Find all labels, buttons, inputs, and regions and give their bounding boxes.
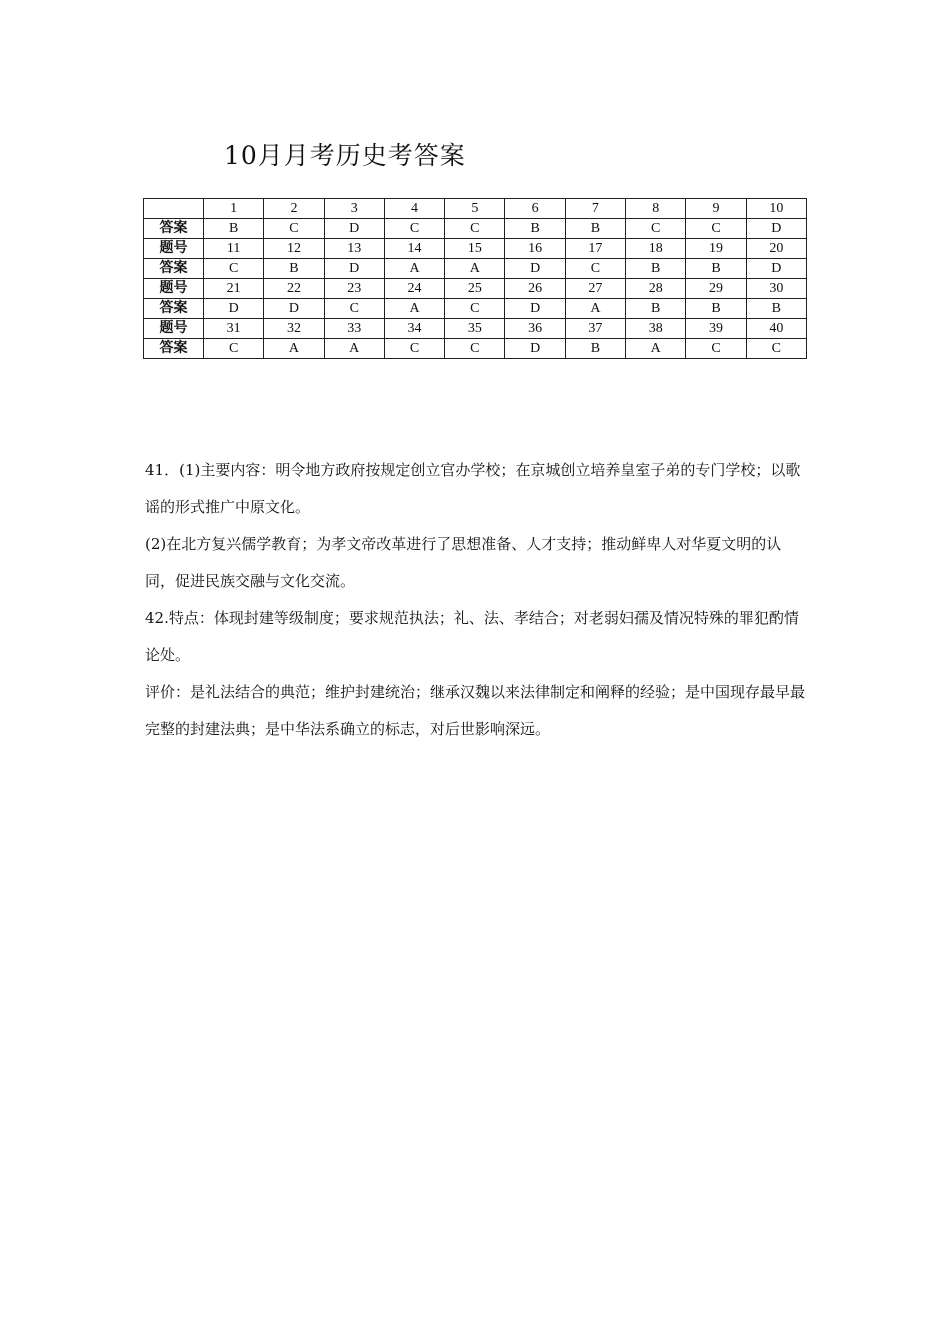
- table-cell: A: [445, 259, 505, 279]
- table-cell: D: [204, 299, 264, 319]
- table-cell: 40: [746, 319, 806, 339]
- question-number-cell: 9: [686, 199, 746, 219]
- table-cell: 34: [384, 319, 444, 339]
- table-cell: 30: [746, 279, 806, 299]
- table-row: [144, 239, 807, 259]
- table-cell: C: [264, 219, 324, 239]
- table-cell: A: [324, 339, 384, 359]
- table-cell: 22: [264, 279, 324, 299]
- row-label-cell: 题号: [144, 319, 204, 339]
- table-cell: A: [384, 299, 444, 319]
- table-cell: 14: [384, 239, 444, 259]
- table-cell: 26: [505, 279, 565, 299]
- table-cell: 36: [505, 319, 565, 339]
- question-number-cell: 4: [384, 199, 444, 219]
- table-cell: B: [565, 219, 625, 239]
- row-label-cell: 答案: [144, 259, 204, 279]
- question-number-cell: 3: [324, 199, 384, 219]
- question-number-cell: 10: [746, 199, 806, 219]
- table-row: [144, 339, 807, 359]
- table-cell: 27: [565, 279, 625, 299]
- table-cell: C: [746, 339, 806, 359]
- row-label-cell: 答案: [144, 219, 204, 239]
- table-cell: C: [384, 219, 444, 239]
- table-cell: B: [626, 299, 686, 319]
- table-cell: 11: [204, 239, 264, 259]
- table-row: [144, 219, 807, 239]
- table-cell: 16: [505, 239, 565, 259]
- table-cell: D: [746, 219, 806, 239]
- table-cell: 21: [204, 279, 264, 299]
- table-cell: C: [204, 339, 264, 359]
- table-cell: 18: [626, 239, 686, 259]
- table-cell: C: [445, 219, 505, 239]
- answer-explanations: [145, 452, 810, 748]
- answer-42-features: 42.特点：体现封建等级制度；要求规范执法；礼、法、孝结合；对老弱妇孺及情况特殊的罪犯酌情论处。: [145, 609, 799, 664]
- table-cell: 37: [565, 319, 625, 339]
- table-row: [144, 319, 807, 339]
- row-label-cell: 答案: [144, 339, 204, 359]
- table-cell: C: [565, 259, 625, 279]
- row-label-cell: 答案: [144, 299, 204, 319]
- question-number-cell: 1: [204, 199, 264, 219]
- table-cell: 35: [445, 319, 505, 339]
- answer-41-part1: 41．(1)主要内容：明令地方政府按规定创立官办学校；在京城创立培养皇室子弟的专门学校；以歌谣的形式推广中原文化。: [145, 461, 801, 516]
- table-cell: C: [686, 219, 746, 239]
- answer-42-evaluation: 评价：是礼法结合的典范；维护封建统治；继承汉魏以来法律制定和阐释的经验；是中国现存最早最完整的封建法典；是中华法系确立的标志，对后世影响深远。: [145, 683, 806, 738]
- table-cell: C: [445, 339, 505, 359]
- table-cell: B: [686, 259, 746, 279]
- table-cell: 12: [264, 239, 324, 259]
- table-cell: A: [384, 259, 444, 279]
- table-cell: C: [445, 299, 505, 319]
- table-cell: 24: [384, 279, 444, 299]
- table-corner-cell: [144, 199, 204, 219]
- question-number-cell: 8: [626, 199, 686, 219]
- row-label-cell: 题号: [144, 279, 204, 299]
- question-number-cell: 6: [505, 199, 565, 219]
- table-cell: 25: [445, 279, 505, 299]
- page-title: 10月月考历史考答案: [224, 141, 466, 170]
- table-cell: B: [204, 219, 264, 239]
- table-cell: 29: [686, 279, 746, 299]
- table-header-row: [144, 199, 807, 219]
- table-cell: B: [505, 219, 565, 239]
- table-cell: D: [505, 259, 565, 279]
- table-cell: B: [686, 299, 746, 319]
- question-number-cell: 7: [565, 199, 625, 219]
- table-cell: 33: [324, 319, 384, 339]
- table-cell: A: [264, 339, 324, 359]
- question-number-cell: 2: [264, 199, 324, 219]
- question-number-cell: 5: [445, 199, 505, 219]
- table-cell: 15: [445, 239, 505, 259]
- table-cell: C: [204, 259, 264, 279]
- table-cell: C: [384, 339, 444, 359]
- table-cell: C: [686, 339, 746, 359]
- table-cell: B: [626, 259, 686, 279]
- table-cell: 13: [324, 239, 384, 259]
- table-cell: D: [264, 299, 324, 319]
- row-label-cell: 题号: [144, 239, 204, 259]
- table-cell: 32: [264, 319, 324, 339]
- table-cell: D: [746, 259, 806, 279]
- table-cell: D: [505, 299, 565, 319]
- table-cell: A: [626, 339, 686, 359]
- answer-41-part2: (2)在北方复兴儒学教育；为孝文帝改革进行了思想准备、人才支持；推动鲜卑人对华夏文明的认同，促进民族交融与文化交流。: [145, 535, 782, 590]
- table-row: [144, 299, 807, 319]
- table-cell: 17: [565, 239, 625, 259]
- table-cell: 19: [686, 239, 746, 259]
- answer-table: [143, 198, 807, 359]
- table-cell: 23: [324, 279, 384, 299]
- table-cell: C: [626, 219, 686, 239]
- table-cell: D: [324, 219, 384, 239]
- table-cell: D: [505, 339, 565, 359]
- table-cell: B: [746, 299, 806, 319]
- table-cell: 28: [626, 279, 686, 299]
- table-cell: C: [324, 299, 384, 319]
- table-cell: 20: [746, 239, 806, 259]
- table-cell: A: [565, 299, 625, 319]
- table-row: [144, 279, 807, 299]
- table-cell: 38: [626, 319, 686, 339]
- table-cell: D: [324, 259, 384, 279]
- table-row: [144, 259, 807, 279]
- table-cell: 31: [204, 319, 264, 339]
- table-cell: B: [264, 259, 324, 279]
- table-cell: 39: [686, 319, 746, 339]
- table-cell: B: [565, 339, 625, 359]
